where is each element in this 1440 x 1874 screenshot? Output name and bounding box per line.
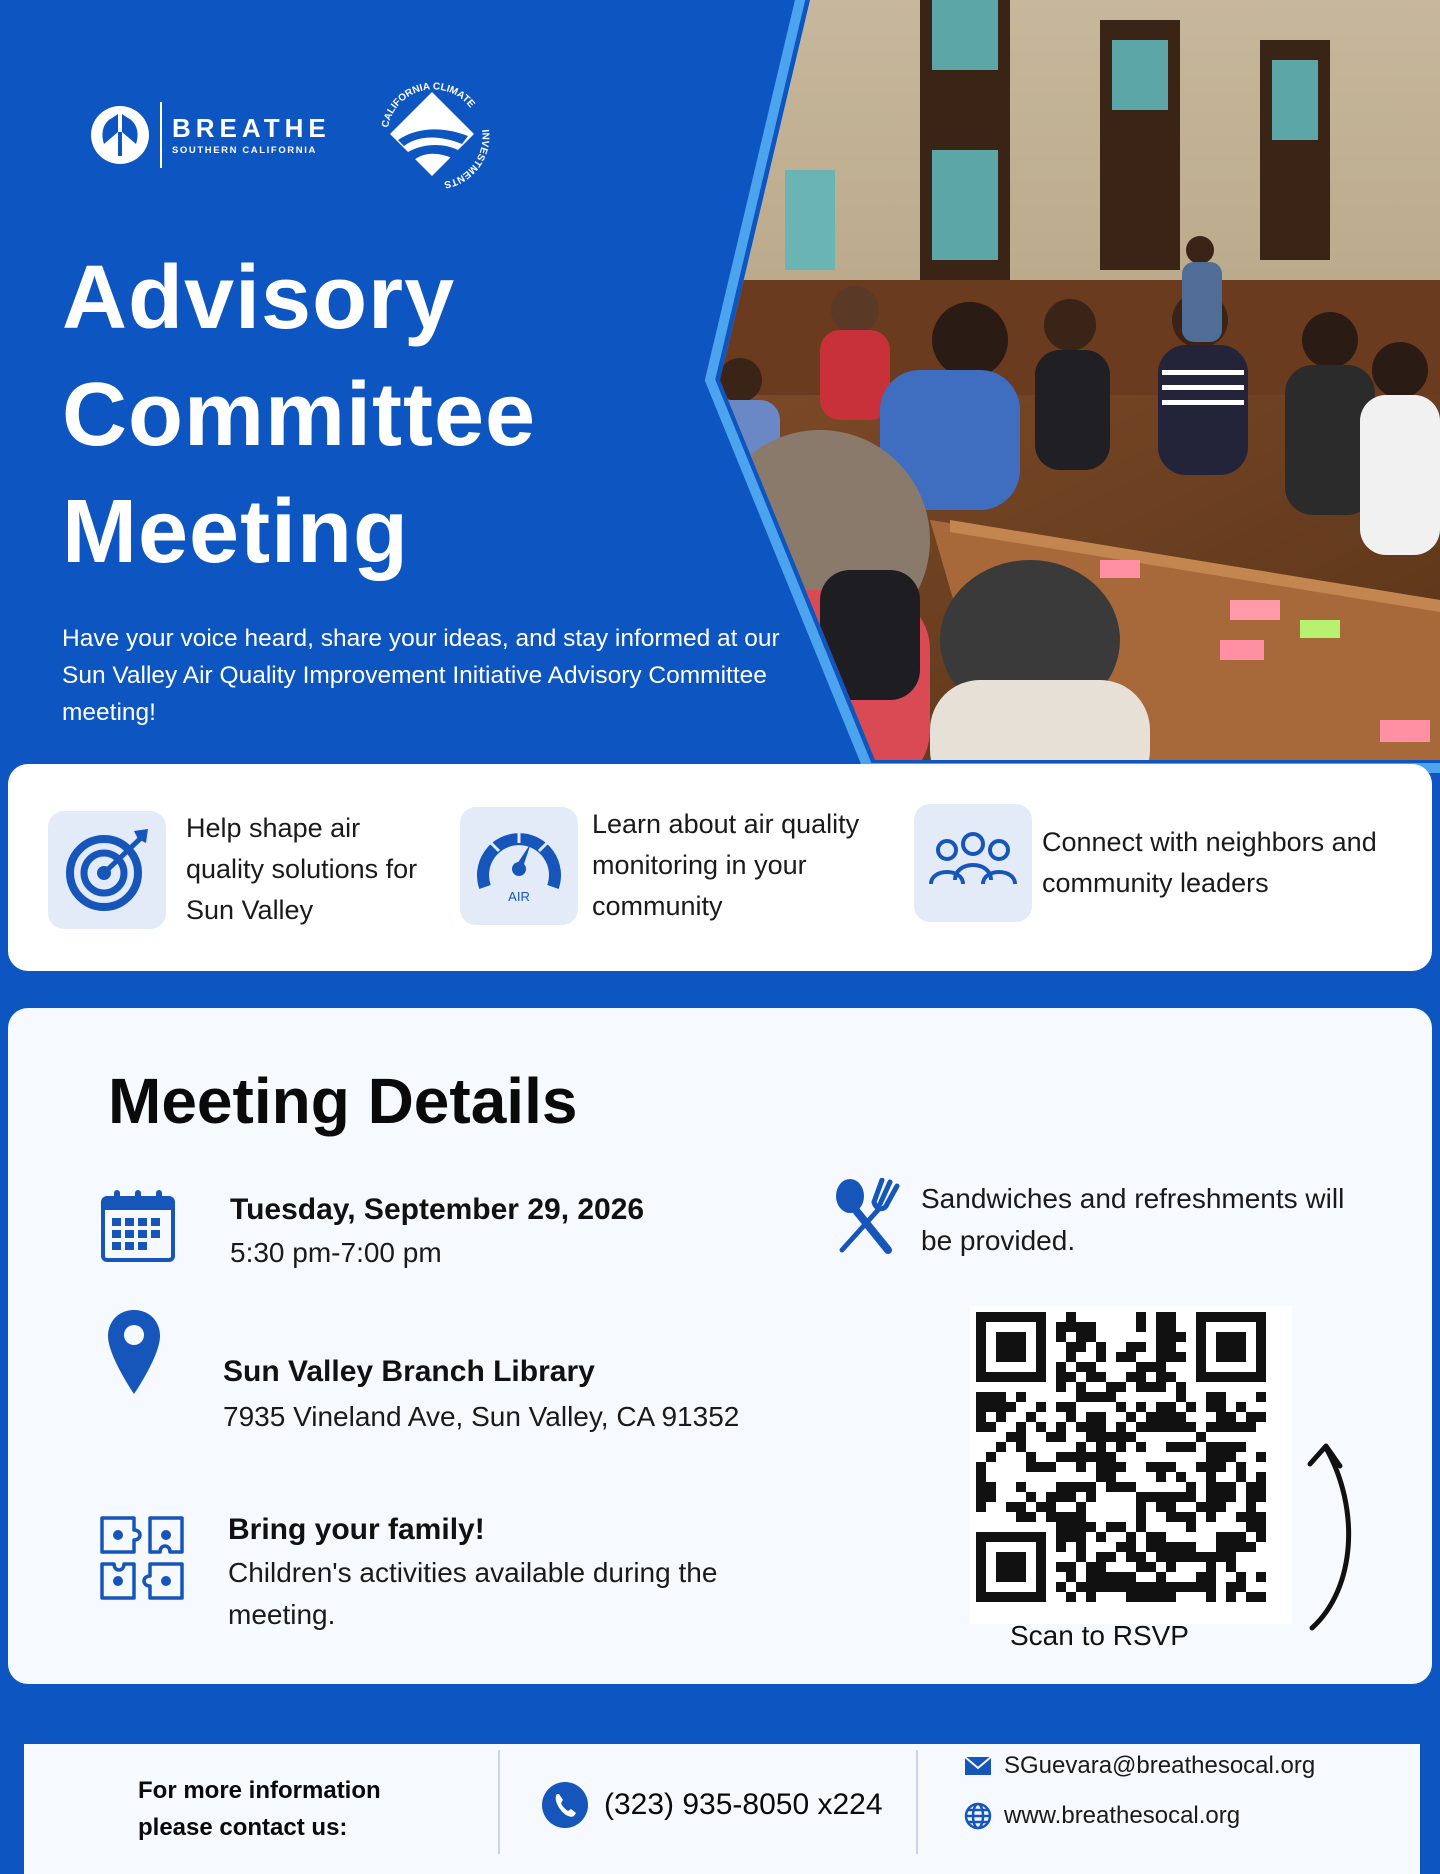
title-line: Meeting [62,482,410,582]
page-title [62,240,536,591]
date-row [100,1188,176,1269]
location-address: 7935 Vineland Ave, Sun Valley, CA 91352 [223,1401,740,1432]
family-line: meeting. [228,1599,336,1630]
title-line: Advisory [62,248,456,348]
meeting-photo [700,0,1440,820]
benefit-shape-solutions [48,808,417,931]
rsvp-qr-code[interactable] [970,1306,1292,1629]
contact-footer [24,1744,1420,1874]
benefit-icon-box [460,807,578,925]
food-line: Sandwiches and refreshments will [921,1183,1345,1214]
phone-contact[interactable] [542,1782,883,1828]
location-text [223,1350,739,1438]
family-icon-wrap [92,1508,192,1613]
footer-divider [916,1750,918,1854]
benefit-text-line: quality solutions for [186,854,418,884]
footer-divider [498,1750,500,1854]
benefit-text-line: Sun Valley [186,895,314,925]
intro-text: Have your voice heard, share your ideas, and stay informed at our Sun Valley Air Quality Improvement Initiative Advisory Committee meeting! [62,625,780,726]
breathe-logo [90,96,340,174]
benefit-text-line: community [592,891,723,921]
logo-word: BREATHE [172,112,331,143]
email-contact[interactable] [964,1752,1315,1780]
benefit-text-line: Connect with neighbors and [1042,827,1377,857]
partner-top-text: CALIFORNIA CLIMATE [380,81,477,129]
puzzle-hands-icon [92,1508,192,1608]
benefits-panel [8,764,1432,971]
location-name: Sun Valley Branch Library [223,1355,595,1388]
website-contact[interactable] [964,1802,1240,1830]
family-text [228,1508,717,1636]
details-heading: Meeting Details [108,1065,578,1137]
family-title: Bring your family! [228,1513,485,1546]
qr-code-icon[interactable] [970,1306,1292,1624]
contact-line: For more information [138,1777,381,1804]
benefit-text-line: community leaders [1042,868,1269,898]
meeting-time: 5:30 pm-7:00 pm [230,1237,442,1268]
food-line: be provided. [921,1225,1076,1256]
date-text [230,1188,644,1274]
air-gauge-icon [471,821,567,911]
qr-label: Scan to RSVP [1010,1620,1189,1651]
benefit-text-line: Help shape air [186,813,361,843]
globe-icon [964,1802,992,1830]
map-pin-icon [106,1308,162,1398]
website-url[interactable]: www.breathesocal.org [1004,1802,1241,1829]
meeting-date: Tuesday, September 29, 2026 [230,1193,645,1226]
people-group-icon [925,828,1021,898]
gauge-label: AIR [508,888,530,904]
title-line: Committee [62,365,537,465]
contact-heading [138,1772,381,1846]
logo-subtitle: SOUTHERN CALIFORNIA [172,144,317,156]
benefit-connect-neighbors [914,804,1377,922]
family-line: Children's activities available during the [228,1557,718,1588]
target-icon [62,825,152,915]
arrow-icon [1296,1428,1376,1642]
phone-number[interactable]: (323) 935-8050 x224 [604,1788,883,1821]
contact-line: please contact us: [138,1814,348,1841]
benefit-icon-box [48,811,166,929]
partner-bottom-text: INVESTMENTS [443,129,491,190]
envelope-icon [964,1755,992,1777]
california-climate-investments-logo [370,70,495,195]
meeting-details-panel [8,1008,1432,1684]
benefit-text-line: monitoring in your [592,850,807,880]
benefit-text-line: Learn about air quality [592,809,860,839]
food-text [921,1178,1344,1262]
lungs-icon [90,104,150,166]
benefit-learn-monitoring [460,804,859,927]
email-address[interactable]: SGuevara@breathesocal.org [1004,1752,1316,1779]
utensils-icon [830,1178,900,1254]
logo-divider [160,102,162,168]
benefit-icon-box [914,804,1032,922]
calendar-icon [100,1188,176,1264]
phone-icon [542,1782,588,1828]
location-icon-wrap [106,1308,162,1403]
food-icon-wrap [830,1178,900,1259]
